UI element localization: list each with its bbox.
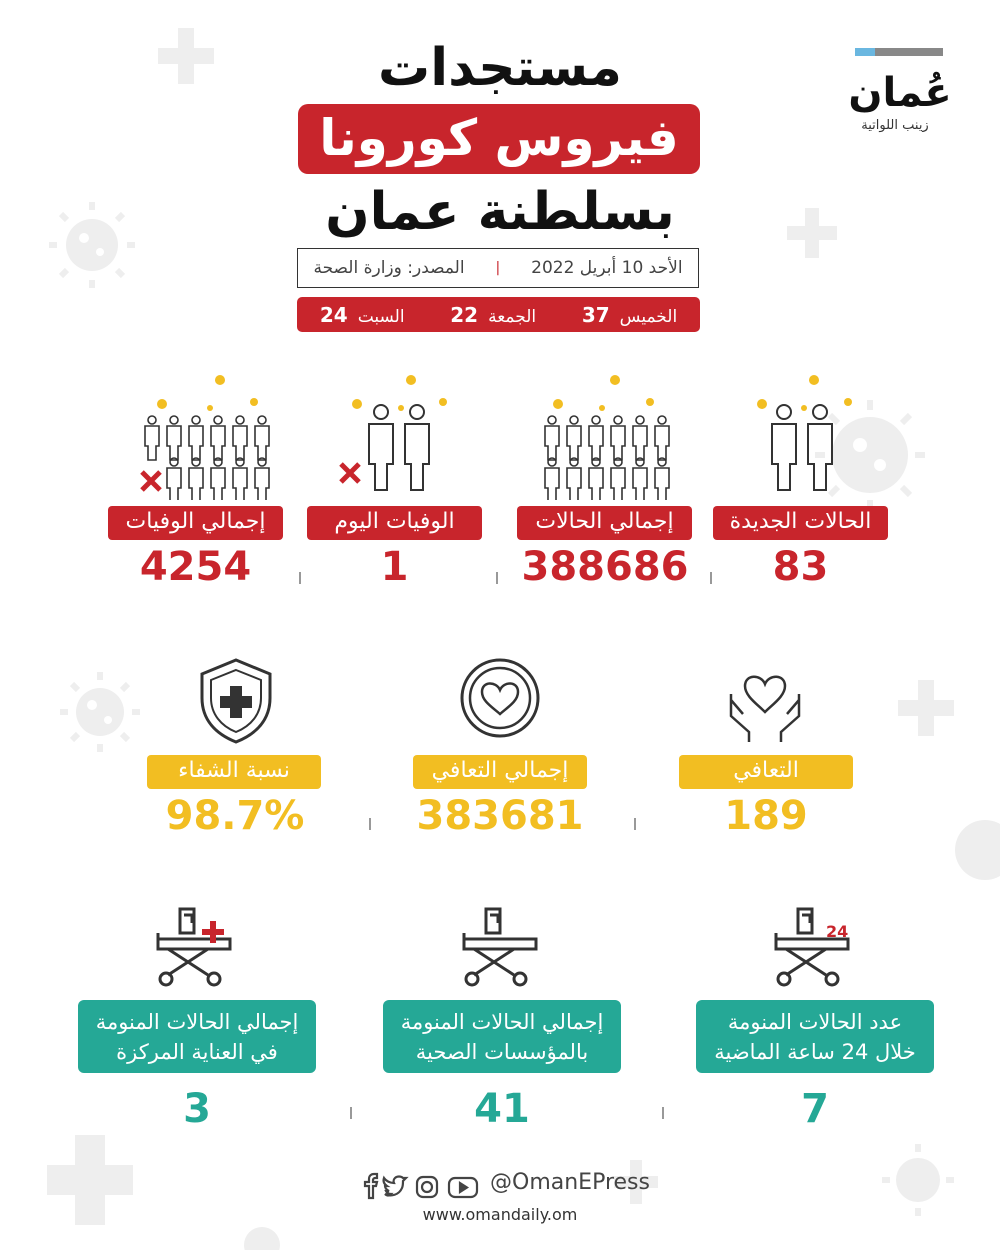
deaths-today-label: الوفيات اليوم <box>307 506 482 540</box>
recovery-rate-value: 98.7% <box>165 793 305 839</box>
hands-heart-icon <box>725 654 805 744</box>
virus-deco-icon <box>955 820 1000 880</box>
website-link[interactable]: www.omandaily.om <box>422 1205 578 1224</box>
separator: | <box>495 260 501 276</box>
plus-deco-icon <box>898 680 954 736</box>
hospitalized-24h-label: عدد الحالات المنومة خلال 24 ساعة الماضية <box>696 1000 934 1073</box>
separator <box>369 818 371 830</box>
twitter-icon <box>384 1177 406 1196</box>
shield-plus-icon <box>196 656 276 746</box>
hospital-bed-24-icon <box>770 905 860 989</box>
separator <box>634 818 636 830</box>
date-text: الأحد 10 أبريل 2022 <box>531 258 683 278</box>
instagram-icon <box>417 1177 437 1197</box>
new-cases-people-icon <box>752 370 862 500</box>
total-deaths-people-icon <box>140 370 270 500</box>
total-deaths-label: إجمالي الوفيات <box>108 506 283 540</box>
total-cases-label: إجمالي الحالات <box>517 506 692 540</box>
recovery-rate-label: نسبة الشفاء <box>147 755 321 789</box>
logo-text: عُمان <box>850 70 950 116</box>
virus-deco-icon <box>244 1227 280 1250</box>
total-recovered-value: 383681 <box>416 793 584 839</box>
recovered-label: التعافي <box>679 755 853 789</box>
recovered-value: 189 <box>724 793 808 839</box>
day-item: الجمعة22 <box>450 302 537 327</box>
author-name: زينب اللواتية <box>861 118 929 133</box>
social-handle: @OmanEPress <box>490 1170 650 1195</box>
new-cases-label: الحالات الجديدة <box>713 506 888 540</box>
new-cases-value: 83 <box>772 544 829 590</box>
separator <box>662 1107 664 1119</box>
total-cases-value: 388686 <box>521 544 689 590</box>
hospital-bed-icon <box>458 905 548 989</box>
facebook-icon <box>365 1174 377 1198</box>
separator <box>496 572 498 584</box>
day-item: الخميس37 <box>581 302 678 327</box>
hospitalized-icu-label: إجمالي الحالات المنومة في العناية المركزة <box>78 1000 316 1073</box>
date-source-box <box>297 248 699 288</box>
source-text: المصدر: وزارة الصحة <box>313 258 465 278</box>
hospital-bed-plus-icon <box>152 905 242 989</box>
heart-circle-icon <box>458 656 542 740</box>
hospitalized-24h-value: 7 <box>801 1086 829 1132</box>
deaths-today-value: 1 <box>380 544 409 590</box>
previous-days-bar <box>297 297 700 332</box>
x-mark-icon <box>142 472 160 490</box>
hospitalized-institutions-value: 41 <box>474 1086 530 1132</box>
title-oman: بسلطنة عمان <box>325 182 675 242</box>
badge-24: 24 <box>826 922 849 941</box>
social-icons <box>355 1172 485 1202</box>
total-cases-people-icon <box>540 370 670 500</box>
separator <box>350 1107 352 1119</box>
deaths-today-people-icon <box>335 370 455 500</box>
separator <box>710 572 712 584</box>
total-deaths-value: 4254 <box>139 544 252 590</box>
virus-deco-icon <box>896 1158 940 1202</box>
hospitalized-icu-value: 3 <box>183 1086 211 1132</box>
separator <box>299 572 301 584</box>
title-coronavirus: فيروس كورونا <box>298 104 700 174</box>
total-recovered-label: إجمالي التعافي <box>413 755 587 789</box>
hospitalized-institutions-label: إجمالي الحالات المنومة بالمؤسسات الصحية <box>383 1000 621 1073</box>
virus-deco-icon <box>76 688 124 736</box>
day-item: السبت24 <box>319 302 405 327</box>
title-updates: مستجدات <box>378 38 622 98</box>
x-mark-icon <box>341 464 359 482</box>
